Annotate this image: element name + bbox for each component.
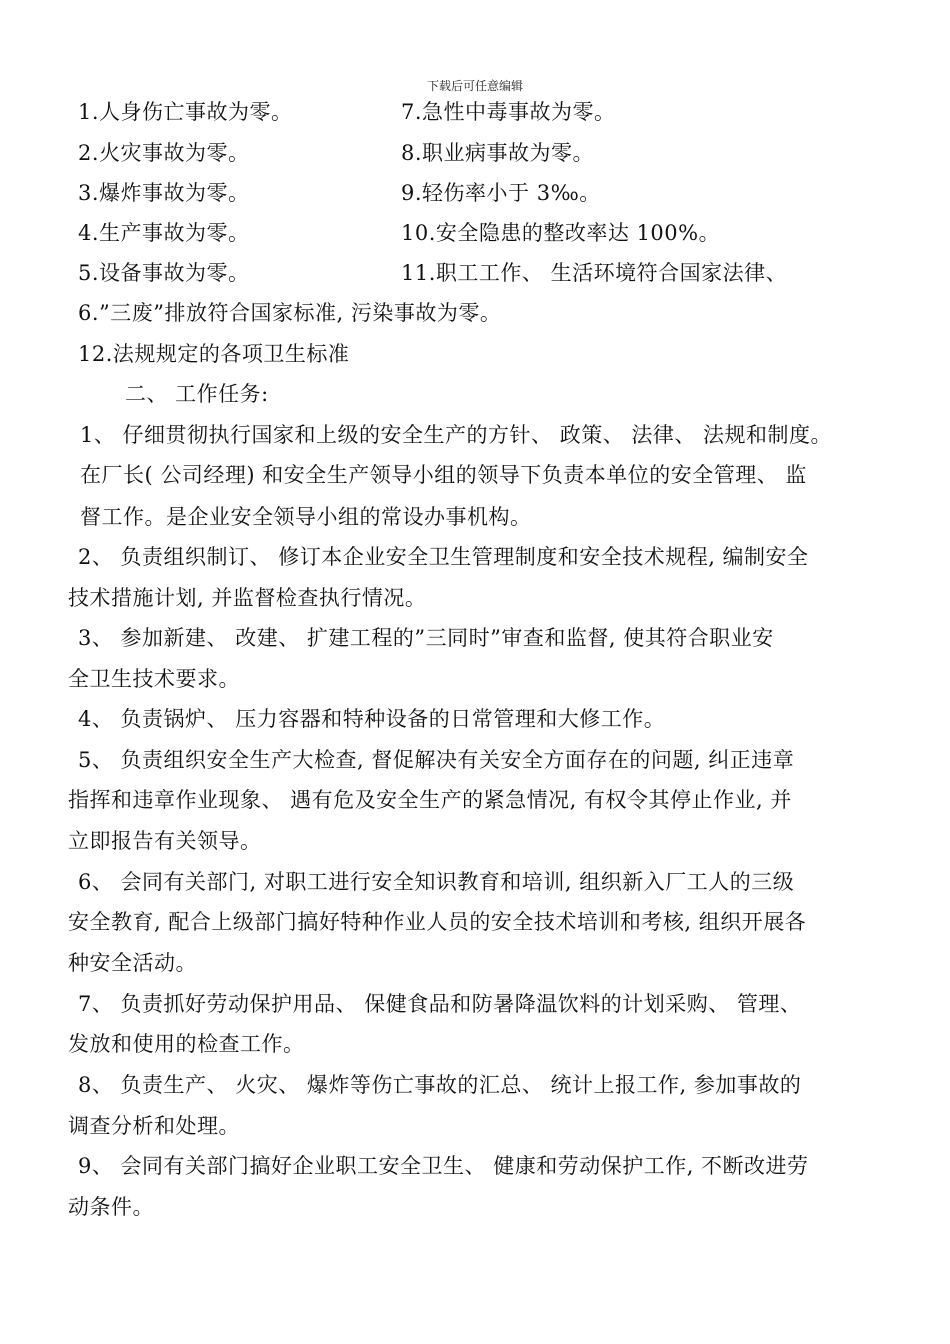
- task-line: 7、 负责抓好劳动保护用品、 保健食品和防暑降温饮料的计划采购、 管理、: [78, 992, 802, 1016]
- task-line: 全卫生技术要求。: [68, 667, 240, 691]
- page-header: 下载后可任意编辑: [426, 79, 523, 93]
- goal-item: 4.生产事故为零。: [78, 221, 250, 245]
- goal-item: 11.职工工作、 生活环境符合国家法律、: [401, 261, 788, 285]
- goal-item: 12.法规规定的各项卫生标准: [78, 342, 350, 366]
- task-line: 1、 仔细贯彻执行国家和上级的安全生产的方针、 政策、 法律、 法规和制度。: [80, 423, 833, 447]
- task-line: 8、 负责生产、 火灾、 爆炸等伤亡事故的汇总、 统计上报工作, 参加事故的: [78, 1073, 802, 1097]
- task-line: 4、 负责锅炉、 压力容器和特种设备的日常管理和大修工作。: [78, 707, 666, 731]
- task-line: 督工作。是企业安全领导小组的常设办事机构。: [80, 505, 532, 529]
- task-line: 指挥和违章作业现象、 遇有危及安全生产的紧急情况, 有权令其停止作业, 并: [68, 788, 792, 812]
- task-line: 动条件。: [68, 1195, 154, 1219]
- task-line: 技术措施计划, 并监督检查执行情况。: [68, 586, 427, 610]
- goal-item: 8.职业病事故为零。: [401, 141, 595, 165]
- task-line: 6、 会同有关部门, 对职工进行安全知识教育和培训, 组织新入厂工人的三级: [78, 870, 795, 894]
- task-line: 5、 负责组织安全生产大检查, 督促解决有关安全方面存在的问题, 纠正违章: [78, 748, 795, 772]
- task-line: 2、 负责组织制订、 修订本企业安全卫生管理制度和安全技术规程, 编制安全: [78, 545, 809, 569]
- goal-item: 3.爆炸事故为零。: [78, 181, 250, 205]
- goal-item: 1.人身伤亡事故为零。: [78, 100, 293, 124]
- task-line: 种安全活动。: [68, 951, 197, 975]
- goal-item: 6.”三废”排放符合国家标准, 污染事故为零。: [78, 301, 502, 325]
- task-line: 3、 参加新建、 改建、 扩建工程的”三同时”审查和监督, 使其符合职业安: [78, 626, 774, 650]
- goal-item: 10.安全隐患的整改率达 100%。: [401, 221, 721, 245]
- goal-item: 9.轻伤率小于 3‰。: [401, 181, 601, 205]
- task-line: 安全教育, 配合上级部门搞好特种作业人员的安全技术培训和考核, 组织开展各: [68, 910, 807, 934]
- section-title: 二、 工作任务:: [125, 382, 269, 406]
- task-line: 9、 会同有关部门搞好企业职工安全卫生、 健康和劳动保护工作, 不断改进劳: [78, 1154, 809, 1178]
- task-line: 发放和使用的检查工作。: [68, 1032, 305, 1056]
- task-line: 调查分析和处理。: [68, 1114, 240, 1138]
- task-line: 在厂长( 公司经理) 和安全生产领导小组的领导下负责本单位的安全管理、 监: [80, 463, 807, 487]
- goal-item: 2.火灾事故为零。: [78, 141, 250, 165]
- task-line: 立即报告有关领导。: [68, 829, 262, 853]
- goal-item: 7.急性中毒事故为零。: [401, 100, 616, 124]
- goal-item: 5.设备事故为零。: [78, 261, 250, 285]
